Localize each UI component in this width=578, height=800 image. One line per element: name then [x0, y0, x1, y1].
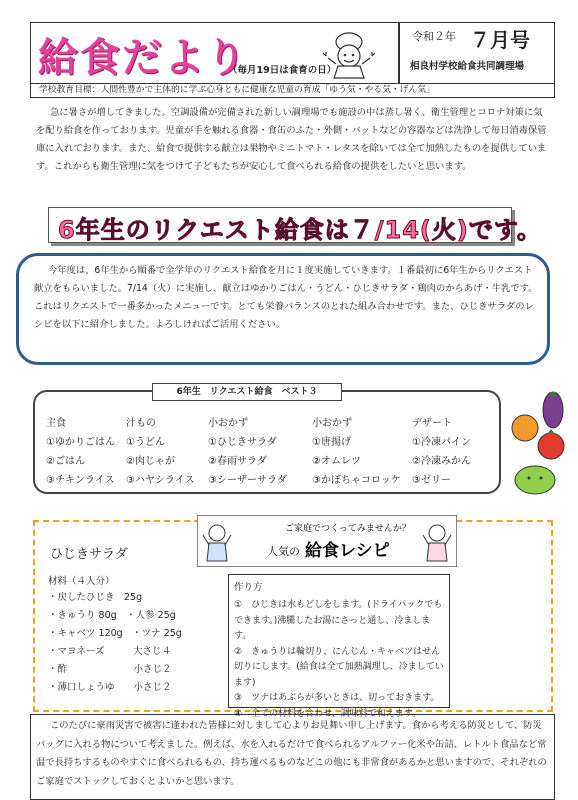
step-item: ③ ツナはあぶらが多いときは、切っておきます。: [234, 693, 440, 703]
intro-paragraph: 急に暑さが増してきました。空調設備が完備された新しい調理場でも施設の中は蒸し暑く、衛生管理とコロナ対策に気を配り給食を作っております。児童が手を触れる食器・食缶のふた・外側・バットなどの容器などは洗浄して毎日消毒保管庫に入れております。また、給食で提供する献立は果物やミニトマト・レタスを除いては全て加熱したものを提供しています。これからも衛生管理に気をつけて子どもたちが安心して食べられる給食の提供をしたいと思います。: [36, 107, 547, 172]
best3-row: [46, 469, 492, 488]
best3-cell: ③ゼリー: [412, 475, 451, 486]
best3-cell: ②肉じゃが: [126, 456, 175, 467]
best3-cell: ③シーザーサラダ: [208, 475, 287, 486]
best3-cell: ①ひじきサラダ: [208, 437, 277, 448]
ingredient-item: ・キャベツ 120g ・ツナ 25g: [48, 628, 182, 639]
recipe-banner-small: ご家庭でつくってみませんか？: [285, 524, 411, 534]
header-divider: [398, 22, 400, 84]
publisher: 相良村学校給食共同調理場: [410, 61, 525, 72]
step-item: ② きゅうりは輪切り、にんじん・キャベツはせん切りにします。(給食は全て加熱調理し、冷ましています): [234, 646, 444, 688]
best3-table: [46, 412, 492, 488]
best3-cell: ①冷凍パイン: [412, 437, 471, 448]
best3-cell: ①うどん: [126, 437, 165, 448]
ingredients-title: 材料（４人分）: [48, 576, 115, 587]
steps-list: [234, 598, 446, 722]
ingredient-item: ・戻したひじき 25g: [48, 592, 143, 603]
best3-cell: ①唐揚げ: [312, 437, 351, 448]
best3-header: デザート: [412, 418, 452, 429]
ingredient-item: ・酢 小さじ２: [48, 664, 172, 675]
best3-cell: ③かぼちゃコロッケ: [312, 475, 401, 486]
school-goal: 学校教育目標：人間性豊かで主体的に学ぶ心身ともに健康な児童の育成「ゆう気・やる気・げん気」: [30, 84, 555, 98]
ingredient-item: ・きゅうり 80g ・人参 25g: [48, 610, 176, 621]
recipe-banner-prefix: 人気の: [267, 545, 300, 558]
best3-row: [46, 431, 492, 450]
best3-title: 6年生 リクエスト給食 ベスト３: [152, 383, 342, 401]
best3-header-row: [46, 412, 492, 431]
best3-header: 主食: [46, 418, 66, 429]
step-item: ① ひじきは水もどしをします。(ドライパックでもできます。)沸騰したお湯にさっと通し、冷まします。: [234, 600, 443, 641]
best3-cell: ①ゆかりごはん: [46, 437, 115, 448]
best3-header: 小おかず: [312, 418, 352, 429]
newsletter-subtitle: （毎月19日は食育の日）: [228, 65, 337, 76]
newsletter-title: 給食だより: [38, 35, 248, 81]
best3-cell: ③チキンライス: [46, 475, 115, 486]
issue-number: ７月号: [470, 28, 530, 52]
request-banner-text: 6年生のリクエスト給食は７/14(火)です。: [58, 216, 542, 244]
ingredient-item: ・マヨネーズ 大さじ４: [48, 646, 172, 657]
chef-mascot-icon: [320, 28, 378, 80]
steps-title: 作り方: [234, 582, 263, 593]
best3-header: 汁もの: [126, 418, 156, 429]
best3-cell: ②オムレツ: [312, 456, 361, 467]
best3-cell: ②ごはん: [46, 456, 85, 467]
best3-cell: ③ハヤシライス: [126, 475, 195, 486]
best3-row: [46, 450, 492, 469]
best3-cell: ②冷凍みかん: [412, 456, 471, 467]
step-item: ④ 全ての材料を合わせ、調味料で和えます。: [234, 708, 422, 719]
recipe-name: ひじきサラダ: [50, 547, 128, 562]
recipe-banner-title: 給食レシピ: [305, 541, 390, 561]
request-paragraph: 今年度は、6年生から順番で全学年のリクエスト給食を月に１度実施していきます。１番最初に6年生からリクエスト献立をもらいました。7/14（火）に実施し、献立はゆかりごはん・うどん・ひじきサラダ・鶏肉のからあげ・牛乳です。これはリクエストで一番多かったメニューです。とても栄養バランスのとれた組み合わせです。また、ひじきサラダのレシピを以下に紹介しました。よろしければご活用ください。: [34, 265, 538, 330]
best3-cell: ②春雨サラダ: [208, 456, 267, 467]
ingredient-item: ・薄口しょうゆ 小さじ２: [48, 682, 172, 693]
best3-header: 小おかず: [208, 418, 248, 429]
recipe-banner: [197, 515, 457, 567]
issue-date: 令和２年: [412, 30, 456, 43]
footer-paragraph: このたびに豪雨災害で被害に逢われた皆様に対しまして心よりお見舞い申し上げます。食から考える防災として、防災バッグに入れる物について考えました。例えば、水を入れるだけで食べられるアルファー化米や缶詰、レトルト食品など常温で長持ちするものやすぐに食べられるもの、持ち運べるものなどこの他にも非常食があるかと思いますので、それぞれのご家庭でストックしておくとよいかと思います。: [36, 720, 547, 787]
vegetables-illustration: [503, 388, 573, 508]
